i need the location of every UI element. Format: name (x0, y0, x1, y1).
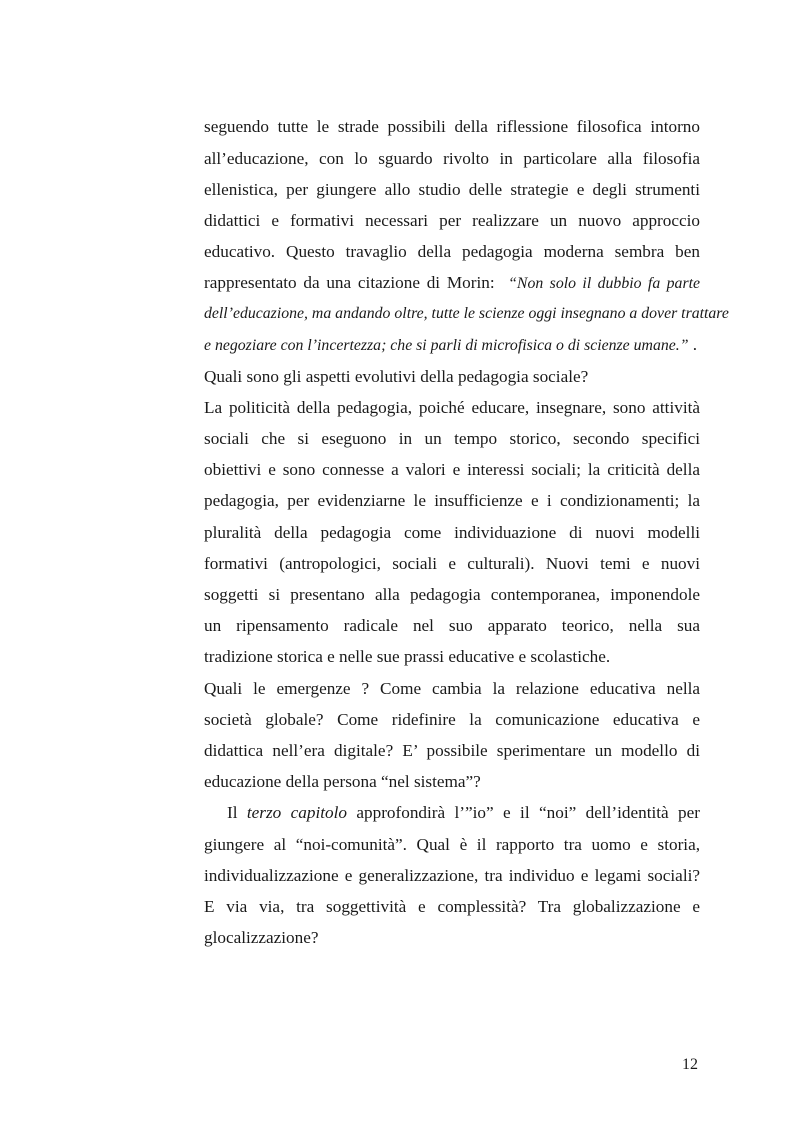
text-line: giungere al “noi-comunità”. Qual è il rapporto tra uomo e storia, (204, 835, 700, 854)
text-line: La politicità della pedagogia, poiché educare, insegnare, sono attività (204, 398, 700, 417)
quotation-text: e negoziare con l’incertezza; che si parli di microfisica o di scienze umane.” (204, 337, 689, 354)
text-line: glocalizzazione? (204, 928, 319, 947)
text-line: un ripensamento radicale nel suo apparato teorico, nella sua (204, 616, 700, 635)
text-line: seguendo tutte le strade possibili della riflessione filosofica intorno (204, 117, 700, 136)
text-line: didattici e formativi necessari per realizzare un nuovo approccio (204, 211, 700, 230)
text-line: società globale? Come ridefinire la comunicazione educativa e (204, 710, 700, 729)
text-line: individualizzazione e generalizzazione, tra individuo e legami sociali? (204, 866, 700, 885)
quotation-line (204, 335, 700, 355)
page-number: 12 (682, 1056, 698, 1073)
text-line: all’educazione, con lo sguardo rivolto in particolare alla filosofia (204, 149, 700, 168)
text-run: rappresentato da una citazione di Morin: (204, 273, 509, 292)
text-line: educazione della persona “nel sistema”? (204, 772, 481, 791)
text-line: obiettivi e sono connesse a valori e interessi sociali; la criticità della (204, 460, 700, 479)
quotation-text: “Non solo il dubbio fa parte (508, 275, 700, 292)
quotation-line: dell’educazione, ma andando oltre, tutte le scienze oggi insegnano a dover trattare (204, 305, 729, 322)
emphasized-text: terzo capitolo (246, 803, 347, 822)
text-line: tradizione storica e nelle sue prassi educative e scolastiche. (204, 647, 611, 666)
text-line: pluralità della pedagogia come individuazione di nuovi modelli (204, 523, 700, 542)
text-line: educativo. Questo travaglio della pedagogia moderna sembra ben (204, 242, 700, 261)
text-line: didattica nell’era digitale? E’ possibile sperimentare un modello di (204, 741, 700, 760)
text-line: E via via, tra soggettività e complessità? Tra globalizzazione e (204, 897, 700, 916)
text-line: Quali sono gli aspetti evolutivi della pedagogia sociale? (204, 367, 589, 386)
text-line: soggetti si presentano alla pedagogia contemporanea, imponendole (204, 585, 700, 604)
text-line (227, 803, 700, 823)
text-run: . (688, 335, 698, 354)
text-line: formativi (antropologici, sociali e culturali). Nuovi temi e nuovi (204, 554, 700, 573)
text-run: approfondirà l’”io” e il “noi” dell’identità per (346, 803, 700, 822)
text-line: sociali che si eseguono in un tempo storico, secondo specifici (204, 429, 700, 448)
text-line: ellenistica, per giungere allo studio delle strategie e degli strumenti (204, 180, 700, 199)
text-line: pedagogia, per evidenziarne le insufficienze e i condizionamenti; la (204, 491, 700, 510)
text-line (204, 273, 700, 293)
text-run: Il (227, 803, 247, 822)
text-line: Quali le emergenze ? Come cambia la relazione educativa nella (204, 679, 700, 698)
